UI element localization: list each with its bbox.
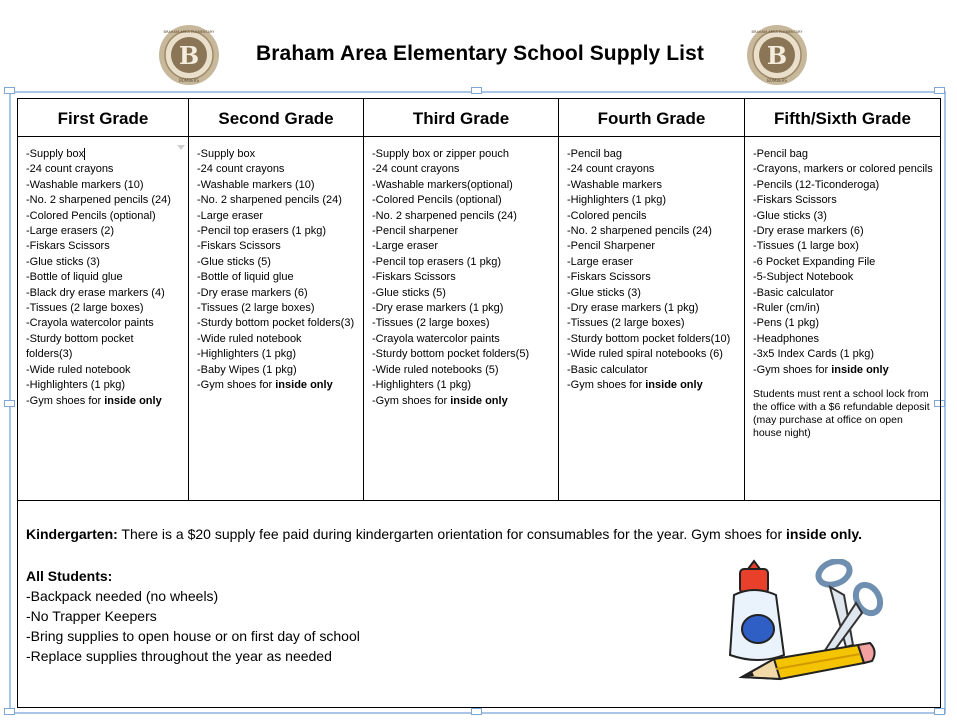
list-item: -Washable markers (10) xyxy=(197,178,315,191)
list-item: -Ruler (cm/in) xyxy=(753,302,820,315)
column-third-grade[interactable] xyxy=(364,99,559,500)
list-item: -Supply box xyxy=(26,148,85,160)
supply-table[interactable] xyxy=(17,98,941,708)
list-item: -No. 2 sharpened pencils (24) xyxy=(197,194,342,207)
logo-top-text: BRAHAM AREA ELEMENTARY xyxy=(751,30,803,34)
list-item: -Basic calculator xyxy=(753,286,834,299)
list-item: -Black dry erase markers (4) xyxy=(26,286,165,299)
resize-handle[interactable] xyxy=(934,87,945,94)
dropdown-arrow-icon[interactable] xyxy=(176,143,186,151)
list-item: -Crayola watercolor paints xyxy=(372,332,500,345)
kindergarten-label: Kindergarten: xyxy=(26,526,118,542)
logo-letter: B xyxy=(178,41,200,70)
resize-handle[interactable] xyxy=(4,87,15,94)
list-item: -Pencil bag xyxy=(567,148,623,160)
list-item: -No. 2 sharpened pencils (24) xyxy=(26,194,171,207)
list-item: -Highlighters (1 pkg) xyxy=(372,379,472,392)
list-item: -Wide ruled notebook xyxy=(197,332,302,345)
list-item: -Sturdy bottom pocket folders(5) xyxy=(372,348,530,361)
list-item: -Sturdy bottom pocket folders(3) xyxy=(197,317,355,330)
grade-item-list xyxy=(18,137,188,409)
list-item: -No. 2 sharpened pencils (24) xyxy=(372,209,517,222)
resize-handle[interactable] xyxy=(471,87,482,94)
list-item: -Washable markers(optional) xyxy=(372,178,513,191)
list-item: -Bring supplies to open house or on first day of school xyxy=(26,628,360,644)
list-item: -Bottle of liquid glue xyxy=(197,271,294,284)
list-item: -24 count crayons xyxy=(197,163,285,176)
grade-item-list xyxy=(364,137,558,409)
list-item: -Headphones xyxy=(753,332,820,345)
list-item: -Replace supplies throughout the year as needed xyxy=(26,648,332,664)
list-item: -Pencils (12-Ticonderoga) xyxy=(753,178,880,191)
list-item: -Highlighters (1 pkg) xyxy=(567,194,667,207)
list-item: -Glue sticks (5) xyxy=(372,286,446,299)
list-item: -Large eraser xyxy=(197,209,264,222)
grade-columns xyxy=(18,99,940,501)
list-item: -Gym shoes for inside only xyxy=(372,394,508,407)
list-item: -Tissues (2 large boxes) xyxy=(567,317,685,330)
kindergarten-note xyxy=(26,524,926,544)
list-item: -Sturdy bottom pocket xyxy=(26,332,134,345)
column-fifth-sixth-grade[interactable] xyxy=(745,99,940,500)
list-item: -Glue sticks (3) xyxy=(753,209,827,222)
school-logo xyxy=(158,24,220,86)
list-item: -Bottle of liquid glue xyxy=(26,271,123,284)
list-item: -No Trapper Keepers xyxy=(26,608,157,624)
list-item: -Fiskars Scissors xyxy=(26,240,110,253)
list-item: -Glue sticks (5) xyxy=(197,255,271,268)
list-item: -3x5 Index Cards (1 pkg) xyxy=(753,348,875,361)
list-item: -Wide ruled notebooks (5) xyxy=(372,363,499,376)
list-item: -Gym shoes for inside only xyxy=(26,394,162,407)
list-item: -Supply box or zipper pouch xyxy=(372,148,509,160)
list-item: -24 count crayons xyxy=(567,163,655,176)
list-item: -Dry erase markers (6) xyxy=(197,286,308,299)
text-cursor xyxy=(84,148,85,160)
list-item: -Wide ruled notebook xyxy=(26,363,131,376)
logo-bottom-text: BOMBERS xyxy=(179,78,199,83)
school-logo xyxy=(746,24,808,86)
page-title: Braham Area Elementary School Supply List xyxy=(256,42,704,65)
logo-top-text: BRAHAM AREA ELEMENTARY xyxy=(163,30,215,34)
resize-handle[interactable] xyxy=(4,708,15,715)
list-item: -Pencil top erasers (1 pkg) xyxy=(372,255,501,268)
page-header xyxy=(0,0,957,92)
resize-handle[interactable] xyxy=(4,400,15,407)
list-item: -Tissues (2 large boxes) xyxy=(372,317,490,330)
list-item: -Glue sticks (3) xyxy=(567,286,641,299)
list-item: -24 count crayons xyxy=(372,163,460,176)
list-item: -Colored pencils xyxy=(567,209,647,222)
list-item: -Colored Pencils (optional) xyxy=(26,209,156,222)
logo-letter: B xyxy=(766,41,788,70)
grade-item-list xyxy=(745,137,940,378)
list-item: -Tissues (2 large boxes) xyxy=(26,302,144,315)
glue-bottle-icon xyxy=(730,561,784,660)
list-item: -Crayola watercolor paints xyxy=(26,317,154,330)
list-item: -Dry erase markers (1 pkg) xyxy=(372,302,504,315)
column-heading: First Grade xyxy=(18,99,188,137)
list-item: -Pens (1 pkg) xyxy=(753,317,820,330)
list-item: folders(3) xyxy=(26,348,73,361)
list-item: -Large erasers (2) xyxy=(26,225,115,238)
column-first-grade[interactable] xyxy=(18,99,189,500)
kindergarten-text: There is a $20 supply fee paid during kindergarten orientation for consumables for the year. Gym shoes for xyxy=(117,526,787,542)
lock-rental-note: Students must rent a school lock from the office with a $6 refundable deposit (may purchase at office on open house night) xyxy=(753,388,930,440)
column-heading: Second Grade xyxy=(189,99,363,137)
resize-handle[interactable] xyxy=(471,708,482,715)
list-item: -Supply box xyxy=(197,148,256,160)
list-item: -Sturdy bottom pocket folders(10) xyxy=(567,332,731,345)
grade-item-list xyxy=(189,137,363,394)
column-heading: Third Grade xyxy=(364,99,558,137)
list-item: -Highlighters (1 pkg) xyxy=(26,379,126,392)
scissors-icon xyxy=(815,559,885,659)
list-item: -Pencil sharpener xyxy=(372,225,459,238)
list-item: -Backpack needed (no wheels) xyxy=(26,588,219,604)
column-fourth-grade[interactable] xyxy=(559,99,745,500)
school-supplies-clipart xyxy=(718,559,898,689)
grade-item-list xyxy=(559,137,744,394)
list-item: -24 count crayons xyxy=(26,163,114,176)
list-item: -5-Subject Notebook xyxy=(753,271,854,284)
list-item: -Dry erase markers (1 pkg) xyxy=(567,302,699,315)
list-item: -Highlighters (1 pkg) xyxy=(197,348,297,361)
list-item: -No. 2 sharpened pencils (24) xyxy=(567,225,712,238)
list-item: -Gym shoes for inside only xyxy=(567,379,703,392)
list-item: -Tissues (2 large boxes) xyxy=(197,302,315,315)
list-item: -Pencil bag xyxy=(753,148,809,160)
list-item: -Dry erase markers (6) xyxy=(753,225,864,238)
list-item: -Gym shoes for inside only xyxy=(197,379,333,392)
column-heading: Fifth/Sixth Grade xyxy=(745,99,940,137)
list-item: -Washable markers xyxy=(567,178,662,191)
column-second-grade[interactable] xyxy=(189,99,364,500)
logo-bottom-text: BOMBERS xyxy=(767,78,787,83)
list-item: -Large eraser xyxy=(567,255,634,268)
list-item: -Basic calculator xyxy=(567,363,648,376)
all-students-title: All Students: xyxy=(26,568,113,584)
list-item: -Colored Pencils (optional) xyxy=(372,194,502,207)
list-item: -Wide ruled spiral notebooks (6) xyxy=(567,348,723,361)
list-item: -Large eraser xyxy=(372,240,439,253)
list-item: -Baby Wipes (1 pkg) xyxy=(197,363,297,376)
list-item: -Pencil Sharpener xyxy=(567,240,656,253)
list-item: -Crayons, markers or colored pencils xyxy=(753,163,933,176)
kindergarten-emphasis: inside only. xyxy=(786,526,863,542)
resize-handle[interactable] xyxy=(934,708,945,715)
list-item: -Pencil top erasers (1 pkg) xyxy=(197,225,326,238)
list-item: -Tissues (1 large box) xyxy=(753,240,859,253)
column-heading: Fourth Grade xyxy=(559,99,744,137)
list-item: -Gym shoes for inside only xyxy=(753,363,889,376)
list-item: -Fiskars Scissors xyxy=(567,271,651,284)
list-item: -Fiskars Scissors xyxy=(753,194,837,207)
list-item: -Glue sticks (3) xyxy=(26,255,100,268)
list-item: -Fiskars Scissors xyxy=(372,271,456,284)
list-item: -6 Pocket Expanding File xyxy=(753,255,876,268)
list-item: -Fiskars Scissors xyxy=(197,240,281,253)
list-item: -Washable markers (10) xyxy=(26,178,144,191)
